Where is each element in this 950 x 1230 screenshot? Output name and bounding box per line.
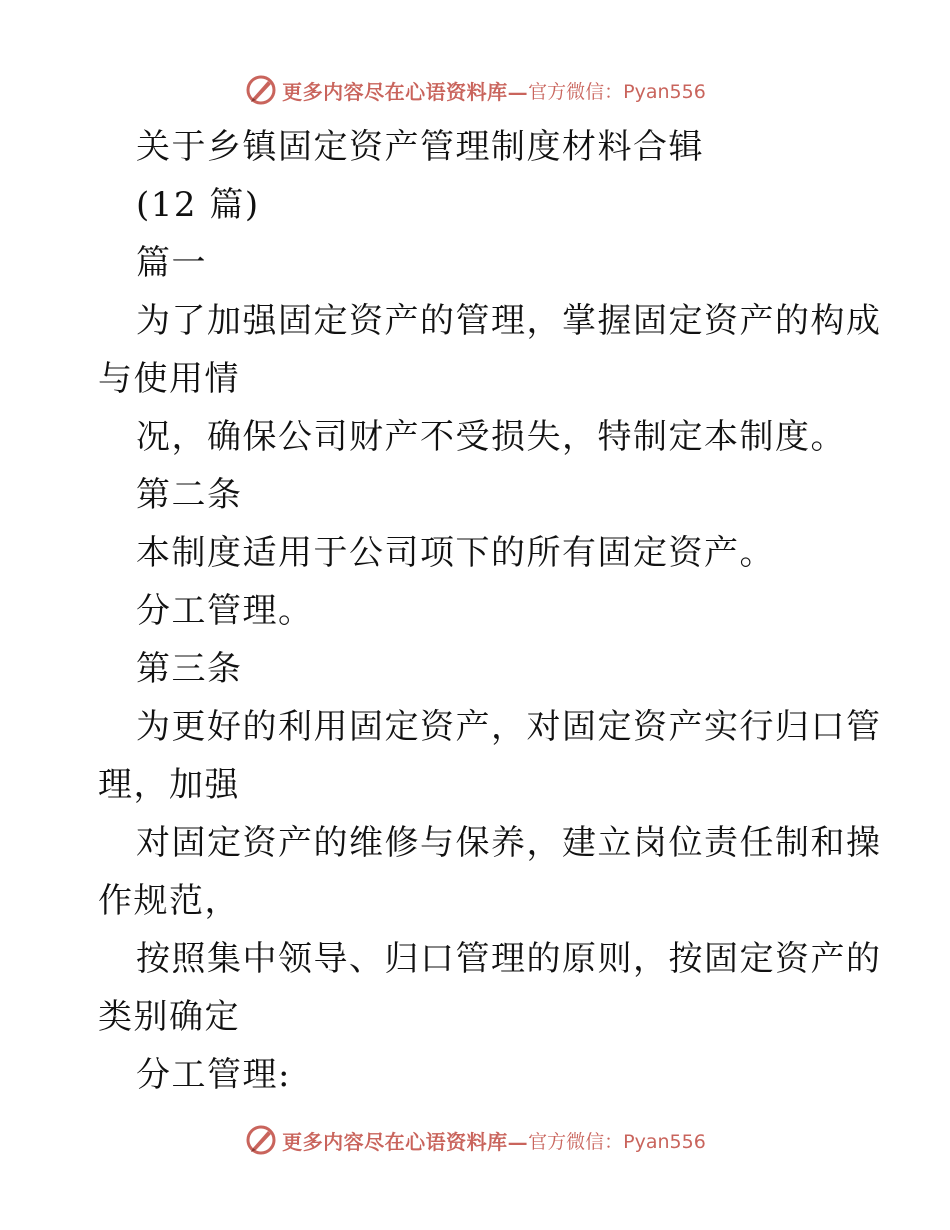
article-heading: 第三条: [136, 649, 243, 689]
paragraph-line: 为了加强固定资产的管理，掌握固定资产的构成: [136, 301, 882, 341]
paragraph-line: 为更好的利用固定资产，对固定资产实行归口管: [136, 707, 882, 747]
paragraph-line: 理，加强: [98, 765, 240, 805]
paragraph-line: 分工管理。: [136, 591, 314, 631]
pen-logo-icon: [244, 73, 278, 107]
banner-wechat: 官方微信：Pyan556: [528, 80, 706, 103]
paragraph-line: 按照集中领导、归口管理的原则，按固定资产的: [136, 939, 882, 979]
article-heading: 第二条: [136, 475, 243, 515]
footer-watermark: [0, 1120, 950, 1160]
banner-text: 更多内容尽在心语资料库—: [282, 79, 529, 104]
doc-title: 关于乡镇固定资产管理制度材料合辑: [136, 127, 704, 167]
document-body: [98, 118, 882, 1104]
doc-subtitle: (12 篇): [136, 185, 260, 225]
banner-wechat: 官方微信：Pyan556: [528, 1130, 706, 1153]
paragraph-line: 况，确保公司财产不受损失，特制定本制度。: [136, 417, 846, 457]
header-watermark: [0, 70, 950, 110]
paragraph-line: 与使用情: [98, 359, 240, 399]
section-heading: 篇一: [136, 243, 207, 283]
paragraph-line: 本制度适用于公司项下的所有固定资产。: [136, 533, 775, 573]
banner-text: 更多内容尽在心语资料库—: [282, 1129, 529, 1154]
paragraph-line: 对固定资产的维修与保养，建立岗位责任制和操: [136, 823, 882, 863]
paragraph-line: 分工管理:: [136, 1055, 291, 1095]
paragraph-line: 类别确定: [98, 997, 240, 1037]
pen-logo-icon: [244, 1123, 278, 1157]
paragraph-line: 作规范，: [98, 881, 240, 921]
